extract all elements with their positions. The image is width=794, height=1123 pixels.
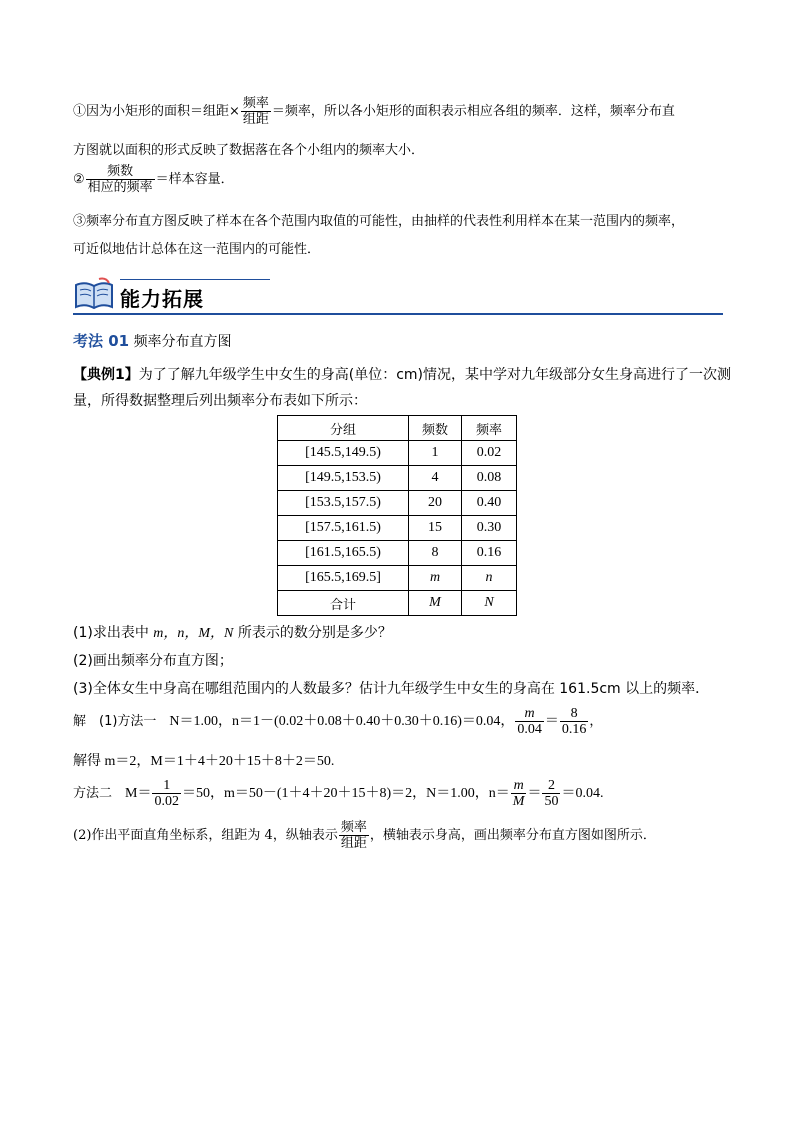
fraction-m-over-M bbox=[511, 778, 527, 809]
table-cell: [145.5,149.5) bbox=[278, 441, 409, 466]
table-header: 频数 bbox=[409, 416, 462, 441]
table-cell-var: M bbox=[429, 595, 441, 610]
table-cell bbox=[409, 591, 462, 616]
fraction-numerator: 2 bbox=[542, 778, 560, 794]
solution-1-text: N＝1.00，n＝1－(0.02＋0.08＋0.40＋0.30＋0.16)＝0.04， bbox=[169, 714, 515, 729]
table-cell-var: n bbox=[485, 570, 493, 585]
banner-top-rule bbox=[120, 279, 270, 280]
solution-line-4 bbox=[73, 820, 656, 851]
fraction-2-over-50 bbox=[542, 778, 560, 809]
fraction-denominator bbox=[511, 794, 527, 809]
table-row bbox=[278, 441, 517, 466]
solution-3-c: ＝0.04. bbox=[561, 786, 604, 801]
equals-sign: ＝ bbox=[544, 714, 559, 729]
solution-4-a: (2)作出平面直角坐标系，组距为 4，纵轴表示 bbox=[73, 828, 338, 843]
property-3-cont: 可近似地估计总体在这一范围内的可能性． bbox=[73, 242, 321, 257]
table-header-row bbox=[278, 416, 517, 441]
banner-underline bbox=[73, 313, 723, 315]
example-line-2: 量，所得数据整理后列出频率分布表如下所示： bbox=[73, 393, 367, 409]
method-title: 频率分布直方图 bbox=[133, 334, 232, 350]
table-row bbox=[278, 466, 517, 491]
question-1 bbox=[73, 622, 392, 642]
table-cell: [153.5,157.5) bbox=[278, 491, 409, 516]
table-row bbox=[278, 541, 517, 566]
property-2 bbox=[73, 164, 234, 195]
table-cell bbox=[409, 566, 462, 591]
question-1-b: 所表示的数分别是多少？ bbox=[233, 625, 392, 641]
question-2: (2)画出频率分布直方图； bbox=[73, 653, 233, 669]
comma: ， bbox=[589, 714, 603, 729]
table-cell bbox=[462, 566, 517, 591]
table-header: 频率 bbox=[462, 416, 517, 441]
solution-line-2: 解得 m＝2，M＝1＋4＋20＋15＋8＋2＝50. bbox=[73, 754, 335, 769]
table-cell: 0.30 bbox=[462, 516, 517, 541]
table-cell bbox=[462, 591, 517, 616]
fraction-denominator: 0.02 bbox=[154, 794, 179, 809]
method-heading bbox=[73, 330, 232, 351]
fraction-denominator: 0.04 bbox=[517, 722, 542, 737]
fraction-1-over-0.02 bbox=[152, 778, 181, 809]
table-cell: 20 bbox=[409, 491, 462, 516]
example-text-1: 为了了解九年级学生中女生的身高(单位：cm)情况，某中学对九年级部分女生身高进行了一次测 bbox=[138, 367, 732, 383]
property-1-cont: 方图就以面积的形式反映了数据落在各个小组内的频率大小． bbox=[73, 143, 425, 158]
table-total-row bbox=[278, 591, 517, 616]
table-cell: 1 bbox=[409, 441, 462, 466]
fraction-var: m bbox=[513, 778, 524, 793]
table-cell: [149.5,153.5) bbox=[278, 466, 409, 491]
frequency-table bbox=[277, 415, 517, 616]
table-cell: [165.5,169.5] bbox=[278, 566, 409, 591]
fraction-freq-over-width bbox=[241, 96, 271, 127]
property-1-text-a: ①因为小矩形的面积＝组距× bbox=[73, 104, 240, 119]
question-1-vars: m，n，M，N bbox=[153, 626, 234, 641]
table-cell-var: m bbox=[429, 570, 441, 585]
fraction-numerator: 1 bbox=[152, 778, 181, 794]
fraction-numerator bbox=[511, 778, 527, 794]
section-banner bbox=[73, 273, 723, 315]
table-cell-var: N bbox=[484, 595, 494, 610]
property-3: ③频率分布直方图反映了样本在各个范围内取值的可能性，由抽样的代表性利用样本在某一范围内的频率， bbox=[73, 214, 685, 229]
fraction-numerator: 频数 bbox=[86, 164, 155, 180]
fraction-8-over-0.16 bbox=[560, 706, 589, 737]
fraction-freq-over-width bbox=[339, 820, 369, 851]
table-cell: [157.5,161.5) bbox=[278, 516, 409, 541]
solution-line-1 bbox=[73, 706, 602, 737]
table-row bbox=[278, 491, 517, 516]
table-cell: 15 bbox=[409, 516, 462, 541]
question-1-a: (1)求出表中 bbox=[73, 625, 154, 641]
table-cell: 8 bbox=[409, 541, 462, 566]
example-line-1 bbox=[73, 364, 731, 384]
table-cell: 0.02 bbox=[462, 441, 517, 466]
fraction-var: m bbox=[524, 706, 535, 721]
table-cell: 4 bbox=[409, 466, 462, 491]
open-book-icon bbox=[73, 275, 115, 313]
table-header: 分组 bbox=[278, 416, 409, 441]
table-cell: 合计 bbox=[278, 591, 409, 616]
solution-3-b: ＝50，m＝50－(1＋4＋20＋15＋8)＝2，N＝1.00，n＝ bbox=[181, 786, 510, 801]
property-1 bbox=[73, 96, 675, 127]
fraction-numerator: 频率 bbox=[242, 96, 269, 111]
fraction-denominator: 组距 bbox=[242, 112, 269, 127]
fraction-var: M bbox=[512, 794, 525, 809]
property-2-text-a: ② bbox=[73, 172, 85, 187]
solution-3-a: M＝ bbox=[125, 786, 152, 801]
equals-sign: ＝ bbox=[527, 786, 542, 801]
fraction-denominator: 50 bbox=[544, 794, 559, 809]
table-cell: 0.16 bbox=[462, 541, 517, 566]
fraction-denominator: 组距 bbox=[340, 836, 367, 851]
table-cell: 0.40 bbox=[462, 491, 517, 516]
question-3: (3)全体女生中身高在哪组范围内的人数最多？估计九年级学生中女生的身高在 161.5cm 以上的频率． bbox=[73, 681, 710, 697]
table-cell: [161.5,165.5) bbox=[278, 541, 409, 566]
method-number: 考法 01 bbox=[73, 332, 130, 350]
method-2-label: 方法二 bbox=[73, 786, 126, 801]
property-1-text-b: ＝频率，所以各小矩形的面积表示相应各组的频率．这样，频率分布直 bbox=[271, 104, 675, 119]
table-row bbox=[278, 566, 517, 591]
solution-line-3 bbox=[73, 778, 603, 809]
fraction-numerator: 频率 bbox=[340, 820, 367, 835]
fraction-count-over-freq bbox=[86, 164, 155, 195]
fraction-m-over-0.04 bbox=[515, 706, 544, 737]
table-row bbox=[278, 516, 517, 541]
property-2-text-b: ＝样本容量． bbox=[155, 172, 234, 187]
fraction-numerator: 8 bbox=[560, 706, 589, 722]
example-tag: 【典例1】 bbox=[73, 367, 139, 383]
table-cell: 0.08 bbox=[462, 466, 517, 491]
banner-title: 能力拓展 bbox=[120, 287, 204, 311]
fraction-denominator: 0.16 bbox=[561, 722, 587, 737]
fraction-numerator bbox=[515, 706, 544, 722]
solution-label: 解 (1)方法一 bbox=[73, 714, 170, 729]
solution-4-b: ，横轴表示身高，画出频率分布直方图如图所示． bbox=[369, 828, 656, 843]
fraction-denominator: 相应的频率 bbox=[87, 180, 153, 195]
